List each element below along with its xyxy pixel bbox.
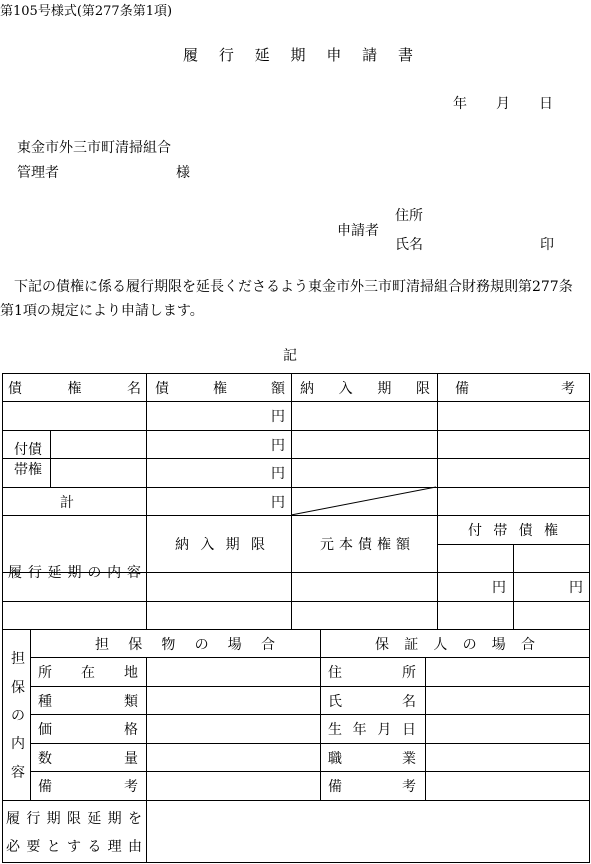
grid-line (425, 657, 426, 800)
char: 申 (326, 46, 342, 64)
grid-line (146, 657, 147, 800)
request-statement: 下記の債権に係る履行期限を延長くださるよう東金市外三市町清掃組合財務規則第277条第1項の規定により申請します。 (0, 279, 573, 319)
char: 期 (290, 46, 306, 64)
yen-unit: 円 (271, 408, 285, 425)
guarantor-row-label: 備 考 (328, 778, 416, 795)
extension-principal: 元 本 債 権 額 (320, 536, 410, 553)
total-label: 計 (60, 494, 74, 511)
collateral-row-label: 種 類 (38, 693, 138, 710)
grid-line (146, 515, 147, 629)
guarantor-row-label: 住 所 (328, 664, 416, 681)
grid-line (291, 515, 292, 629)
total-due-diagonal (291, 486, 437, 516)
form-title (183, 44, 413, 65)
yen-unit: 円 (271, 437, 285, 454)
note-heading: 記 (283, 348, 297, 364)
extension-contents-label: 履 行 延 期 の 内 容 (8, 565, 141, 581)
grid-line (146, 373, 147, 515)
collateral-case-header: 担 保 物 の 場 合 (95, 636, 275, 653)
grid-line (30, 800, 589, 801)
guarantor-row-label: 職 業 (328, 750, 416, 767)
form-number: 第105号様式(第277条第1項) (0, 4, 173, 19)
grid-line (146, 800, 147, 862)
extension-attached-debt: 付 帯 債 権 (468, 523, 558, 539)
reason-label: 履 行 期 限 延 期 を 必 要 と す る 理 由 (6, 811, 142, 855)
header-due-date: 納 入 期 限 (300, 380, 430, 397)
collateral-row-label: 価 格 (38, 721, 138, 738)
extension-due-date: 納 入 期 限 (175, 536, 265, 553)
date-field (453, 93, 553, 113)
guarantor-row-label: 生 年 月 日 (328, 721, 416, 738)
addressee-manager: 管理者 (17, 165, 59, 181)
addressee-honorific: 様 (176, 165, 190, 181)
char: 書 (397, 46, 413, 64)
header-remarks: 備 考 (455, 380, 575, 397)
grid-line (320, 629, 321, 800)
header-debt-amount: 債 権 額 (155, 380, 285, 397)
grid-line (513, 544, 514, 629)
table-border-right (589, 373, 590, 862)
row-line (2, 430, 589, 431)
applicant-label: 申請者 (337, 223, 379, 239)
header-debt-name: 債 権 名 (8, 380, 141, 397)
grid-line (437, 373, 438, 515)
guarantor-case-header: 保 証 人 の 場 合 (375, 636, 535, 653)
char: 行 (218, 46, 234, 64)
applicant-name-label: 氏名 (395, 237, 423, 253)
char: 延 (254, 46, 270, 64)
char: 履 (183, 46, 199, 64)
addressee-organization: 東金市外三市町清掃組合 (17, 140, 171, 156)
grid-line (437, 515, 438, 629)
attached-debt-label: 付債 帯権 (14, 442, 42, 478)
yen-unit: 円 (271, 465, 285, 482)
grid-line (2, 800, 32, 801)
char: 日 (539, 96, 553, 112)
grid-line (30, 629, 31, 800)
char: 請 (362, 46, 378, 64)
row-line (2, 401, 589, 402)
guarantor-row-label: 氏 名 (328, 693, 416, 710)
char: 月 (496, 96, 510, 112)
seal-mark: 印 (540, 237, 554, 253)
collateral-row-label: 備 考 (38, 778, 138, 795)
yen-unit: 円 (271, 494, 285, 511)
row-line (2, 458, 589, 459)
collateral-row-label: 所 在 地 (38, 664, 138, 681)
grid-line (50, 430, 51, 487)
collateral-row-label: 数 量 (38, 750, 138, 767)
table-border-left (2, 373, 3, 862)
table-border-bottom (2, 862, 590, 863)
char: 年 (453, 96, 467, 112)
applicant-address-label: 住所 (395, 208, 423, 224)
security-contents-label: 担 保 の 内 容 (11, 651, 25, 781)
yen-unit: 円 (492, 579, 506, 596)
grid-line (437, 544, 589, 545)
yen-unit: 円 (569, 579, 583, 596)
